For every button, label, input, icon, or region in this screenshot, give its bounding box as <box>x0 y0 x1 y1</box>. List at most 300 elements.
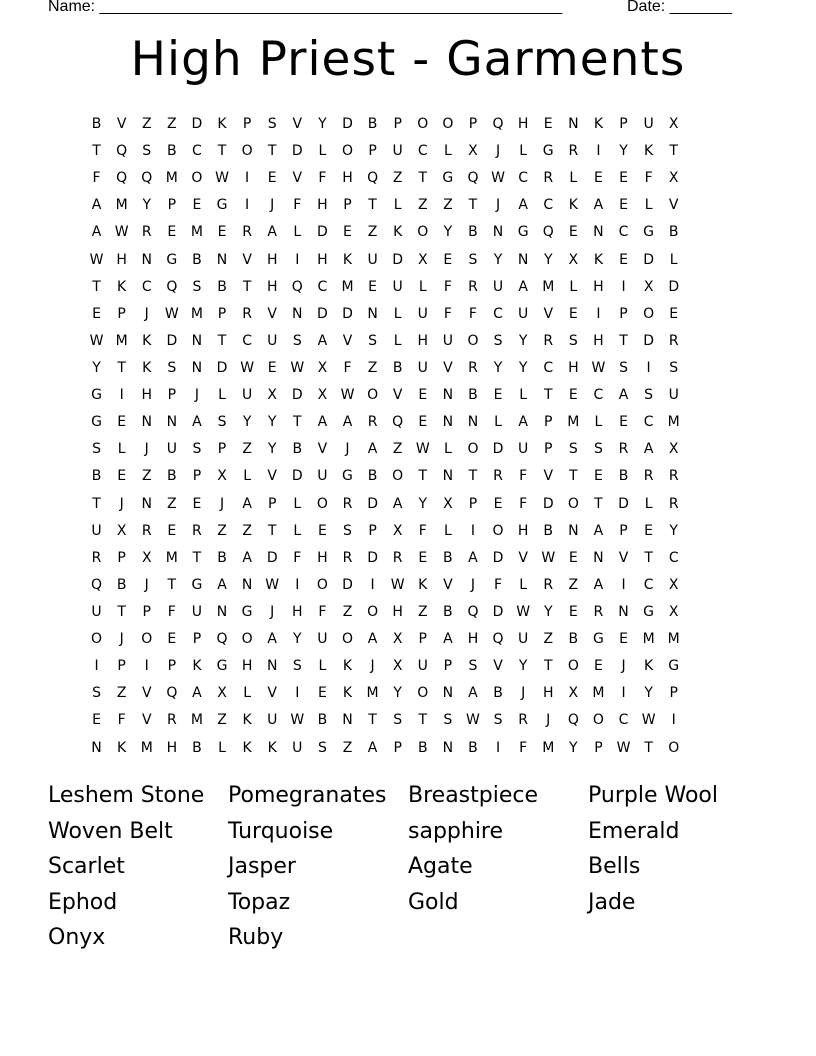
grid-letter[interactable]: P <box>594 739 603 756</box>
grid-letter[interactable]: Q <box>216 631 228 648</box>
grid-letter[interactable]: S <box>493 332 503 349</box>
grid-letter[interactable]: U <box>392 278 403 295</box>
grid-letter[interactable]: J <box>521 685 526 702</box>
grid-letter[interactable]: V <box>392 387 403 404</box>
grid-letter[interactable]: E <box>418 549 428 566</box>
grid-letter[interactable]: K <box>393 224 403 241</box>
grid-letter[interactable]: E <box>619 631 628 648</box>
grid-letter[interactable]: M <box>667 631 680 648</box>
grid-letter[interactable]: I <box>245 170 250 187</box>
grid-letter[interactable]: I <box>596 305 601 322</box>
grid-letter[interactable]: J <box>144 441 149 458</box>
grid-letter[interactable]: Q <box>141 170 153 187</box>
grid-letter[interactable]: H <box>317 549 328 566</box>
grid-letter[interactable]: T <box>594 495 603 512</box>
grid-letter[interactable]: F <box>293 549 302 566</box>
grid-letter[interactable]: E <box>192 495 202 512</box>
grid-letter[interactable]: L <box>393 197 402 214</box>
grid-letter[interactable]: H <box>292 603 303 620</box>
grid-letter[interactable]: D <box>291 387 303 404</box>
grid-letter[interactable]: R <box>543 170 554 187</box>
grid-letter[interactable]: G <box>592 631 604 648</box>
grid-letter[interactable]: O <box>467 332 479 349</box>
grid-letter[interactable]: Z <box>543 631 554 648</box>
grid-letter[interactable]: N <box>442 739 454 756</box>
grid-letter[interactable]: Q <box>392 414 404 431</box>
grid-letter[interactable]: U <box>292 739 303 756</box>
grid-letter[interactable]: Y <box>267 414 277 431</box>
grid-letter[interactable]: V <box>292 170 303 187</box>
grid-letter[interactable]: N <box>241 576 253 593</box>
grid-letter[interactable]: K <box>142 359 152 376</box>
grid-letter[interactable]: S <box>92 685 101 702</box>
grid-letter[interactable]: B <box>217 549 227 566</box>
grid-letter[interactable]: M <box>642 631 655 648</box>
grid-letter[interactable]: S <box>568 441 578 458</box>
grid-letter[interactable]: T <box>92 278 101 295</box>
grid-letter[interactable]: Z <box>167 495 177 512</box>
grid-letter[interactable]: K <box>142 332 152 349</box>
grid-letter[interactable]: C <box>141 278 152 295</box>
grid-letter[interactable]: P <box>669 685 678 702</box>
grid-letter[interactable]: T <box>418 170 428 187</box>
grid-letter[interactable]: Z <box>443 197 453 214</box>
grid-letter[interactable]: L <box>519 576 528 593</box>
grid-letter[interactable]: I <box>370 576 375 593</box>
grid-letter[interactable]: F <box>519 739 528 756</box>
grid-letter[interactable]: O <box>668 739 680 756</box>
grid-letter[interactable]: A <box>91 224 102 241</box>
grid-letter[interactable]: L <box>393 305 402 322</box>
grid-letter[interactable]: T <box>92 143 101 160</box>
grid-letter[interactable]: M <box>165 170 178 187</box>
grid-letter[interactable]: X <box>392 631 403 648</box>
grid-letter[interactable]: O <box>191 170 203 187</box>
grid-letter[interactable]: Y <box>443 224 453 241</box>
grid-letter[interactable]: S <box>593 441 603 458</box>
grid-letter[interactable]: D <box>492 549 504 566</box>
grid-letter[interactable]: T <box>569 468 578 485</box>
grid-letter[interactable]: D <box>342 305 353 322</box>
grid-letter[interactable]: Q <box>291 278 303 295</box>
grid-letter[interactable]: M <box>190 712 203 729</box>
grid-letter[interactable]: V <box>543 468 554 485</box>
grid-letter[interactable]: W <box>290 712 305 729</box>
grid-letter[interactable]: G <box>643 603 655 620</box>
grid-letter[interactable]: B <box>468 224 478 241</box>
grid-letter[interactable]: B <box>167 468 177 485</box>
grid-letter[interactable]: R <box>543 332 554 349</box>
grid-letter[interactable]: C <box>493 305 503 322</box>
grid-letter[interactable]: N <box>216 251 228 268</box>
grid-letter[interactable]: Y <box>569 739 578 756</box>
grid-letter[interactable]: U <box>417 658 428 675</box>
grid-letter[interactable]: V <box>292 116 303 132</box>
grid-letter[interactable]: J <box>119 631 124 648</box>
grid-letter[interactable]: L <box>318 658 327 675</box>
grid-letter[interactable]: L <box>519 143 528 160</box>
grid-letter[interactable]: Q <box>166 278 178 295</box>
grid-letter[interactable]: W <box>491 170 505 187</box>
grid-letter[interactable]: N <box>191 359 203 376</box>
grid-letter[interactable]: E <box>619 197 628 214</box>
grid-letter[interactable]: U <box>91 522 102 539</box>
grid-letter[interactable]: P <box>217 441 227 458</box>
grid-letter[interactable]: Q <box>467 603 479 620</box>
grid-letter[interactable]: T <box>468 468 478 485</box>
grid-letter[interactable]: E <box>619 414 628 431</box>
grid-letter[interactable]: C <box>593 387 604 404</box>
grid-letter[interactable]: Q <box>367 170 379 187</box>
grid-letter[interactable]: Q <box>166 685 178 702</box>
grid-letter[interactable]: P <box>117 658 126 675</box>
grid-letter[interactable]: A <box>367 631 378 648</box>
grid-letter[interactable]: X <box>217 685 227 702</box>
grid-letter[interactable]: C <box>417 143 428 160</box>
grid-letter[interactable]: I <box>671 712 676 729</box>
grid-letter[interactable]: U <box>518 631 529 648</box>
grid-letter[interactable]: G <box>442 170 454 187</box>
grid-letter[interactable]: C <box>643 414 654 431</box>
grid-letter[interactable]: D <box>342 576 353 593</box>
grid-letter[interactable]: O <box>417 116 429 132</box>
grid-letter[interactable]: F <box>443 305 452 322</box>
grid-letter[interactable]: A <box>317 332 328 349</box>
grid-letter[interactable]: K <box>242 739 252 756</box>
grid-letter[interactable]: Y <box>518 359 528 376</box>
grid-letter[interactable]: P <box>242 116 252 132</box>
grid-letter[interactable]: J <box>495 143 501 160</box>
grid-letter[interactable]: R <box>543 576 554 593</box>
grid-letter[interactable]: X <box>668 576 679 593</box>
grid-letter[interactable]: Y <box>267 441 277 458</box>
grid-letter[interactable]: K <box>593 116 604 132</box>
grid-letter[interactable]: U <box>191 603 203 620</box>
grid-letter[interactable]: F <box>443 278 452 295</box>
grid-letter[interactable]: P <box>468 116 478 132</box>
grid-letter[interactable]: Q <box>116 143 128 160</box>
grid-letter[interactable]: K <box>644 658 654 675</box>
grid-letter[interactable]: X <box>668 116 679 132</box>
grid-letter[interactable]: I <box>295 251 300 268</box>
grid-letter[interactable]: O <box>367 387 379 404</box>
grid-letter[interactable]: Y <box>142 197 152 214</box>
grid-letter[interactable]: M <box>165 549 178 566</box>
grid-letter[interactable]: Y <box>543 251 553 268</box>
grid-letter[interactable]: B <box>443 603 453 620</box>
grid-letter[interactable]: D <box>643 251 654 268</box>
grid-letter[interactable]: I <box>495 739 501 756</box>
grid-letter[interactable]: E <box>493 495 503 512</box>
grid-letter[interactable]: Y <box>418 495 428 512</box>
grid-letter[interactable]: G <box>342 468 353 485</box>
grid-letter[interactable]: L <box>243 468 252 485</box>
grid-letter[interactable]: G <box>191 576 203 593</box>
grid-letter[interactable]: E <box>593 658 603 675</box>
grid-letter[interactable]: S <box>468 658 478 675</box>
grid-letter[interactable]: G <box>216 658 228 675</box>
grid-letter[interactable]: E <box>443 251 453 268</box>
grid-letter[interactable]: Z <box>568 576 579 593</box>
grid-letter[interactable]: V <box>267 685 277 702</box>
grid-letter[interactable]: U <box>317 631 328 648</box>
grid-letter[interactable]: D <box>492 603 504 620</box>
grid-letter[interactable]: E <box>568 224 578 241</box>
grid-letter[interactable]: M <box>542 739 555 756</box>
grid-letter[interactable]: T <box>644 739 653 756</box>
grid-letter[interactable]: Z <box>217 522 227 539</box>
grid-letter[interactable]: P <box>619 116 628 132</box>
grid-letter[interactable]: W <box>240 359 255 376</box>
grid-letter[interactable]: R <box>367 414 378 431</box>
grid-letter[interactable]: B <box>392 359 403 376</box>
grid-letter[interactable]: T <box>418 468 428 485</box>
grid-letter[interactable]: U <box>442 332 453 349</box>
grid-letter[interactable]: A <box>192 685 202 702</box>
grid-letter[interactable]: N <box>442 685 454 702</box>
grid-letter[interactable]: M <box>341 278 354 295</box>
grid-letter[interactable]: A <box>317 414 328 431</box>
grid-letter[interactable]: E <box>317 522 327 539</box>
grid-letter[interactable]: S <box>217 414 227 431</box>
grid-letter[interactable]: S <box>393 712 403 729</box>
grid-letter[interactable]: N <box>442 414 454 431</box>
grid-letter[interactable]: E <box>619 170 628 187</box>
grid-letter[interactable]: A <box>518 414 528 431</box>
grid-letter[interactable]: S <box>192 441 202 458</box>
grid-letter[interactable]: Q <box>91 576 103 593</box>
grid-letter[interactable]: A <box>593 197 604 214</box>
grid-letter[interactable]: U <box>643 116 654 132</box>
grid-letter[interactable]: R <box>166 712 177 729</box>
grid-letter[interactable]: I <box>596 143 601 160</box>
grid-letter[interactable]: M <box>567 414 580 431</box>
grid-letter[interactable]: I <box>94 658 99 675</box>
grid-letter[interactable]: D <box>367 549 378 566</box>
grid-letter[interactable]: B <box>192 739 202 756</box>
grid-letter[interactable]: J <box>119 495 124 512</box>
grid-letter[interactable]: O <box>367 603 379 620</box>
grid-letter[interactable]: P <box>368 522 377 539</box>
grid-letter[interactable]: L <box>669 251 678 268</box>
grid-letter[interactable]: B <box>367 116 378 132</box>
grid-letter[interactable]: W <box>164 305 179 322</box>
grid-letter[interactable]: W <box>415 441 430 458</box>
grid-letter[interactable]: A <box>242 495 252 512</box>
grid-letter[interactable]: S <box>292 658 302 675</box>
grid-letter[interactable]: U <box>668 387 679 404</box>
grid-letter[interactable]: E <box>493 387 503 404</box>
grid-letter[interactable]: U <box>417 359 428 376</box>
grid-letter[interactable]: O <box>141 631 153 648</box>
grid-letter[interactable]: N <box>568 116 579 132</box>
grid-letter[interactable]: P <box>167 658 177 675</box>
grid-letter[interactable]: B <box>116 576 127 593</box>
grid-letter[interactable]: R <box>593 603 604 620</box>
grid-letter[interactable]: W <box>89 332 104 349</box>
grid-letter[interactable]: K <box>267 739 277 756</box>
grid-letter[interactable]: E <box>669 305 679 322</box>
grid-letter[interactable]: H <box>317 251 328 268</box>
grid-letter[interactable]: S <box>619 359 628 376</box>
grid-letter[interactable]: N <box>593 549 604 566</box>
grid-letter[interactable]: Y <box>493 359 503 376</box>
grid-letter[interactable]: G <box>517 224 529 241</box>
grid-letter[interactable]: V <box>242 251 252 268</box>
grid-letter[interactable]: V <box>518 549 528 566</box>
grid-letter[interactable]: N <box>191 332 203 349</box>
grid-letter[interactable]: X <box>392 658 403 675</box>
grid-letter[interactable]: R <box>668 495 679 512</box>
grid-letter[interactable]: E <box>368 278 377 295</box>
grid-letter[interactable]: A <box>267 224 277 241</box>
grid-letter[interactable]: A <box>593 576 604 593</box>
grid-letter[interactable]: J <box>270 197 275 214</box>
grid-letter[interactable]: Z <box>417 197 428 214</box>
grid-letter[interactable]: E <box>568 549 578 566</box>
grid-letter[interactable]: T <box>669 143 678 160</box>
grid-letter[interactable]: R <box>392 549 403 566</box>
grid-letter[interactable]: R <box>91 549 102 566</box>
grid-letter[interactable]: R <box>493 468 503 485</box>
grid-letter[interactable]: U <box>492 278 504 295</box>
grid-letter[interactable]: Z <box>167 116 177 132</box>
grid-letter[interactable]: P <box>167 387 177 404</box>
grid-letter[interactable]: D <box>643 332 654 349</box>
date-field[interactable]: Date: _______ <box>627 0 732 15</box>
grid-letter[interactable]: Q <box>467 170 479 187</box>
grid-letter[interactable]: M <box>592 685 605 702</box>
grid-letter[interactable]: Q <box>542 224 554 241</box>
grid-letter[interactable]: I <box>470 522 476 539</box>
grid-letter[interactable]: R <box>568 143 579 160</box>
grid-letter[interactable]: E <box>167 224 177 241</box>
grid-letter[interactable]: Y <box>318 116 327 132</box>
grid-letter[interactable]: R <box>141 522 152 539</box>
grid-letter[interactable]: G <box>668 658 680 675</box>
grid-letter[interactable]: I <box>621 278 626 295</box>
grid-letter[interactable]: H <box>517 522 529 539</box>
grid-letter[interactable]: D <box>367 495 378 512</box>
grid-letter[interactable]: E <box>343 224 352 241</box>
grid-letter[interactable]: B <box>292 441 303 458</box>
grid-letter[interactable]: A <box>267 631 277 648</box>
grid-letter[interactable]: G <box>241 603 253 620</box>
grid-letter[interactable]: E <box>167 631 177 648</box>
grid-letter[interactable]: R <box>468 278 478 295</box>
grid-letter[interactable]: L <box>293 224 302 241</box>
grid-letter[interactable]: F <box>293 197 302 214</box>
grid-letter[interactable]: Z <box>392 441 403 458</box>
grid-letter[interactable]: L <box>594 414 603 431</box>
grid-letter[interactable]: B <box>443 549 453 566</box>
grid-letter[interactable]: K <box>117 278 127 295</box>
grid-letter[interactable]: A <box>643 441 654 458</box>
grid-letter[interactable]: Y <box>669 522 678 539</box>
grid-letter[interactable]: D <box>191 116 203 132</box>
grid-letter[interactable]: T <box>368 197 377 214</box>
grid-letter[interactable]: C <box>192 143 202 160</box>
grid-letter[interactable]: F <box>167 603 176 620</box>
grid-letter[interactable]: V <box>141 685 152 702</box>
grid-letter[interactable]: Z <box>242 522 252 539</box>
grid-letter[interactable]: E <box>568 387 578 404</box>
grid-letter[interactable]: D <box>291 468 303 485</box>
grid-letter[interactable]: H <box>317 197 328 214</box>
grid-letter[interactable]: Z <box>217 712 227 729</box>
grid-letter[interactable]: X <box>568 685 579 702</box>
grid-letter[interactable]: N <box>442 387 454 404</box>
grid-letter[interactable]: S <box>92 441 101 458</box>
grid-letter[interactable]: A <box>618 387 629 404</box>
grid-letter[interactable]: C <box>317 278 328 295</box>
grid-letter[interactable]: D <box>266 549 278 566</box>
grid-letter[interactable]: J <box>370 658 375 675</box>
grid-letter[interactable]: V <box>342 332 353 349</box>
grid-letter[interactable]: E <box>644 522 654 539</box>
grid-letter[interactable]: P <box>619 522 628 539</box>
grid-letter[interactable]: V <box>267 305 277 322</box>
grid-letter[interactable]: K <box>342 251 353 268</box>
grid-letter[interactable]: P <box>117 549 126 566</box>
grid-letter[interactable]: W <box>591 359 606 376</box>
grid-letter[interactable]: G <box>91 387 102 404</box>
grid-letter[interactable]: P <box>619 305 628 322</box>
grid-letter[interactable]: S <box>443 712 453 729</box>
grid-letter[interactable]: U <box>267 332 278 349</box>
grid-letter[interactable]: H <box>568 359 579 376</box>
grid-letter[interactable]: U <box>518 305 529 322</box>
grid-letter[interactable]: E <box>619 251 628 268</box>
grid-letter[interactable]: O <box>241 143 253 160</box>
grid-letter[interactable]: X <box>668 441 679 458</box>
grid-letter[interactable]: X <box>217 468 227 485</box>
grid-letter[interactable]: C <box>543 359 554 376</box>
grid-letter[interactable]: N <box>442 468 454 485</box>
grid-letter[interactable]: X <box>317 359 328 376</box>
grid-letter[interactable]: M <box>667 414 680 431</box>
grid-letter[interactable]: P <box>167 197 177 214</box>
grid-letter[interactable]: W <box>390 576 405 593</box>
grid-letter[interactable]: E <box>92 712 101 729</box>
grid-letter[interactable]: U <box>392 143 403 160</box>
grid-letter[interactable]: I <box>646 359 651 376</box>
grid-letter[interactable]: X <box>568 251 579 268</box>
grid-letter[interactable]: R <box>242 305 252 322</box>
grid-letter[interactable]: W <box>616 739 631 756</box>
grid-letter[interactable]: B <box>543 522 554 539</box>
grid-letter[interactable]: O <box>392 468 404 485</box>
grid-letter[interactable]: N <box>166 414 178 431</box>
grid-letter[interactable]: T <box>117 359 126 376</box>
grid-letter[interactable]: B <box>468 739 478 756</box>
grid-letter[interactable]: F <box>519 468 528 485</box>
grid-letter[interactable]: W <box>215 170 229 187</box>
grid-letter[interactable]: B <box>192 251 202 268</box>
grid-letter[interactable]: R <box>141 224 152 241</box>
grid-letter[interactable]: K <box>568 197 578 214</box>
grid-letter[interactable]: B <box>217 278 227 295</box>
grid-letter[interactable]: J <box>345 441 350 458</box>
grid-letter[interactable]: Y <box>644 685 653 702</box>
grid-letter[interactable]: H <box>342 170 353 187</box>
grid-letter[interactable]: R <box>342 549 353 566</box>
grid-letter[interactable]: A <box>518 197 528 214</box>
grid-letter[interactable]: A <box>192 414 202 431</box>
grid-letter[interactable]: D <box>216 359 228 376</box>
grid-letter[interactable]: N <box>292 305 303 322</box>
grid-letter[interactable]: A <box>242 549 252 566</box>
